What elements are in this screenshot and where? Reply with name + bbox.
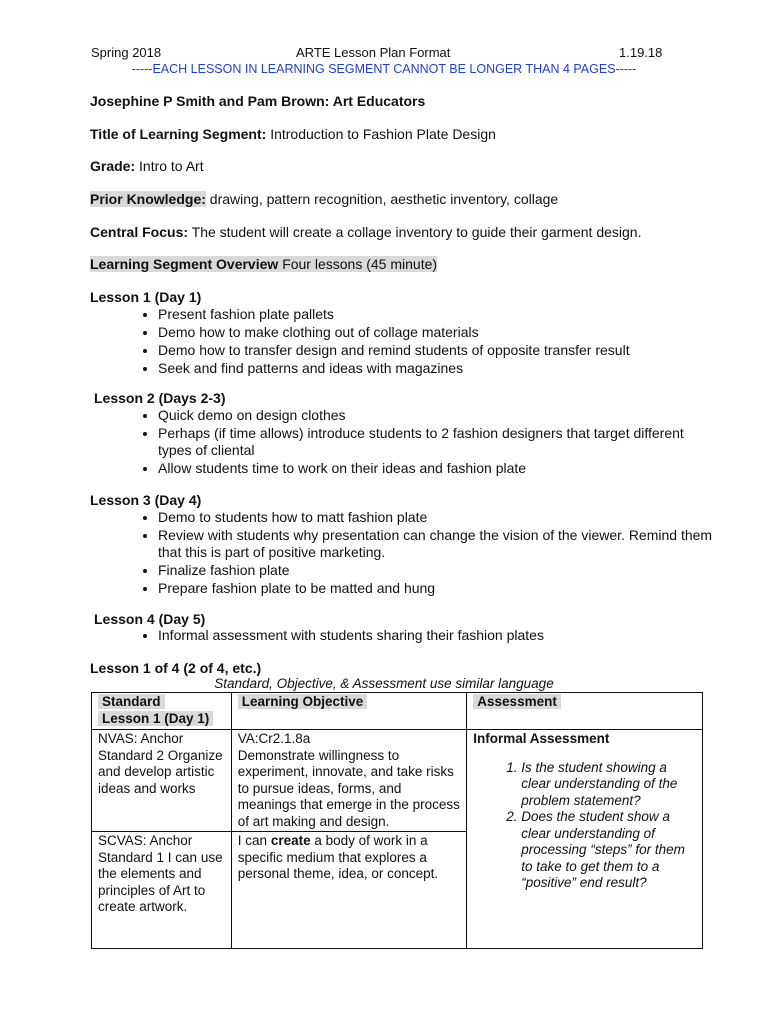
lesson-1-heading: Lesson 1 (Day 1) — [90, 289, 202, 305]
list-item: • Review with students why presentation can change the vision of the viewer. Remind them that this is part of positive marketing. — [158, 527, 718, 561]
table-caption: Standard, Objective, & Assessment use similar language — [214, 676, 554, 691]
list-item: 1. Is the student showing a clear understanding of the problem statement? — [521, 760, 696, 810]
list-item: • Quick demo on design clothes — [158, 407, 718, 424]
lesson-3-list — [130, 509, 718, 598]
title-value: Introduction to Fashion Plate Design — [270, 126, 496, 142]
authors: Josephine P Smith and Pam Brown: Art Educators — [90, 93, 426, 109]
page-limit-notice: -----EACH LESSON IN LEARNING SEGMENT CANNOT BE LONGER THAN 4 PAGES----- — [131, 62, 637, 76]
central-focus-line — [90, 224, 641, 240]
standards-table — [91, 692, 703, 949]
standard-header-sub: Lesson 1 (Day 1) — [98, 711, 213, 726]
objective-code: VA:Cr2.1.8a — [237, 731, 311, 746]
header-center: ARTE Lesson Plan Format — [296, 45, 451, 60]
grade-value: Intro to Art — [139, 158, 204, 174]
assessment-list — [473, 760, 696, 892]
central-focus-value: The student will create a collage inventory to guide their garment design. — [191, 224, 642, 240]
title-label: Title of Learning Segment: — [90, 126, 267, 142]
objective-2-bold: create — [270, 833, 311, 848]
list-item: • Perhaps (if time allows) introduce students to 2 fashion designers that target different types of cliental — [158, 425, 718, 459]
header-right: 1.19.18 — [619, 45, 663, 60]
assessment-header: Assessment — [473, 694, 561, 709]
objective-2-post: a body of work in a specific medium that explores a personal theme, idea, or concept. — [237, 833, 439, 881]
list-item: • Finalize fashion plate — [158, 562, 718, 579]
objective-header: Learning Objective — [238, 694, 368, 709]
list-item: 2. Does the student show a clear understanding of processing “steps” for them to take to get them to a “positive” end result? — [521, 809, 696, 892]
standard-header-cell — [92, 693, 232, 730]
lesson-2-heading: Lesson 2 (Days 2-3) — [94, 390, 226, 406]
prior-knowledge-label: Prior Knowledge: — [90, 191, 206, 207]
list-item: • Seek and find patterns and ideas with magazines — [158, 360, 718, 377]
objective-header-cell — [231, 693, 467, 730]
lesson-1-list — [130, 306, 718, 378]
assessment-heading: Informal Assessment — [473, 731, 610, 746]
list-item: • Demo how to make clothing out of collage materials — [158, 324, 718, 341]
overview-highlight — [90, 256, 437, 272]
lesson-4-list — [130, 627, 718, 645]
list-item: • Present fashion plate pallets — [158, 306, 718, 323]
prior-knowledge-line — [90, 191, 558, 207]
list-item: • Informal assessment with students sharing their fashion plates — [158, 627, 718, 644]
table-row — [92, 730, 703, 832]
list-item: • Prepare fashion plate to be matted and hung — [158, 580, 718, 597]
lesson-4-heading: Lesson 4 (Day 5) — [94, 611, 206, 627]
lesson-2-list — [130, 407, 718, 478]
assessment-cell — [467, 730, 703, 949]
prior-knowledge-value: drawing, pattern recognition, aesthetic inventory, collage — [209, 191, 559, 207]
standard-cell-2: SCVAS: Anchor Standard 1 I can use the elements and principles of Art to create artwork. — [92, 832, 232, 949]
central-focus-label: Central Focus: — [90, 224, 189, 240]
title-line — [90, 126, 496, 142]
lesson-of-heading: Lesson 1 of 4 (2 of 4, etc.) — [90, 660, 262, 676]
grade-line — [90, 158, 204, 174]
objective-cell-1 — [231, 730, 467, 832]
objective-2-pre: I can — [237, 833, 271, 848]
overview-value: Four lessons (45 minute) — [282, 256, 438, 272]
standard-cell-1: NVAS: Anchor Standard 2 Organize and develop artistic ideas and works — [92, 730, 232, 832]
overview-label: Learning Segment Overview — [90, 256, 279, 272]
list-item: • Allow students time to work on their ideas and fashion plate — [158, 460, 718, 477]
standard-header: Standard — [98, 694, 165, 709]
objective-text: Demonstrate willingness to experiment, innovate, and take risks to pursue ideas, forms, and meanings that emerge in the process of art making and design. — [237, 747, 460, 829]
list-item: • Demo to students how to matt fashion plate — [158, 509, 718, 526]
grade-label: Grade: — [90, 158, 136, 174]
overview-line — [90, 256, 437, 272]
table-header-row — [92, 693, 703, 730]
objective-cell-2 — [231, 832, 467, 949]
header-left: Spring 2018 — [91, 45, 162, 60]
assessment-header-cell — [467, 693, 703, 730]
list-item: • Demo how to transfer design and remind students of opposite transfer result — [158, 342, 718, 359]
lesson-3-heading: Lesson 3 (Day 4) — [90, 492, 202, 508]
